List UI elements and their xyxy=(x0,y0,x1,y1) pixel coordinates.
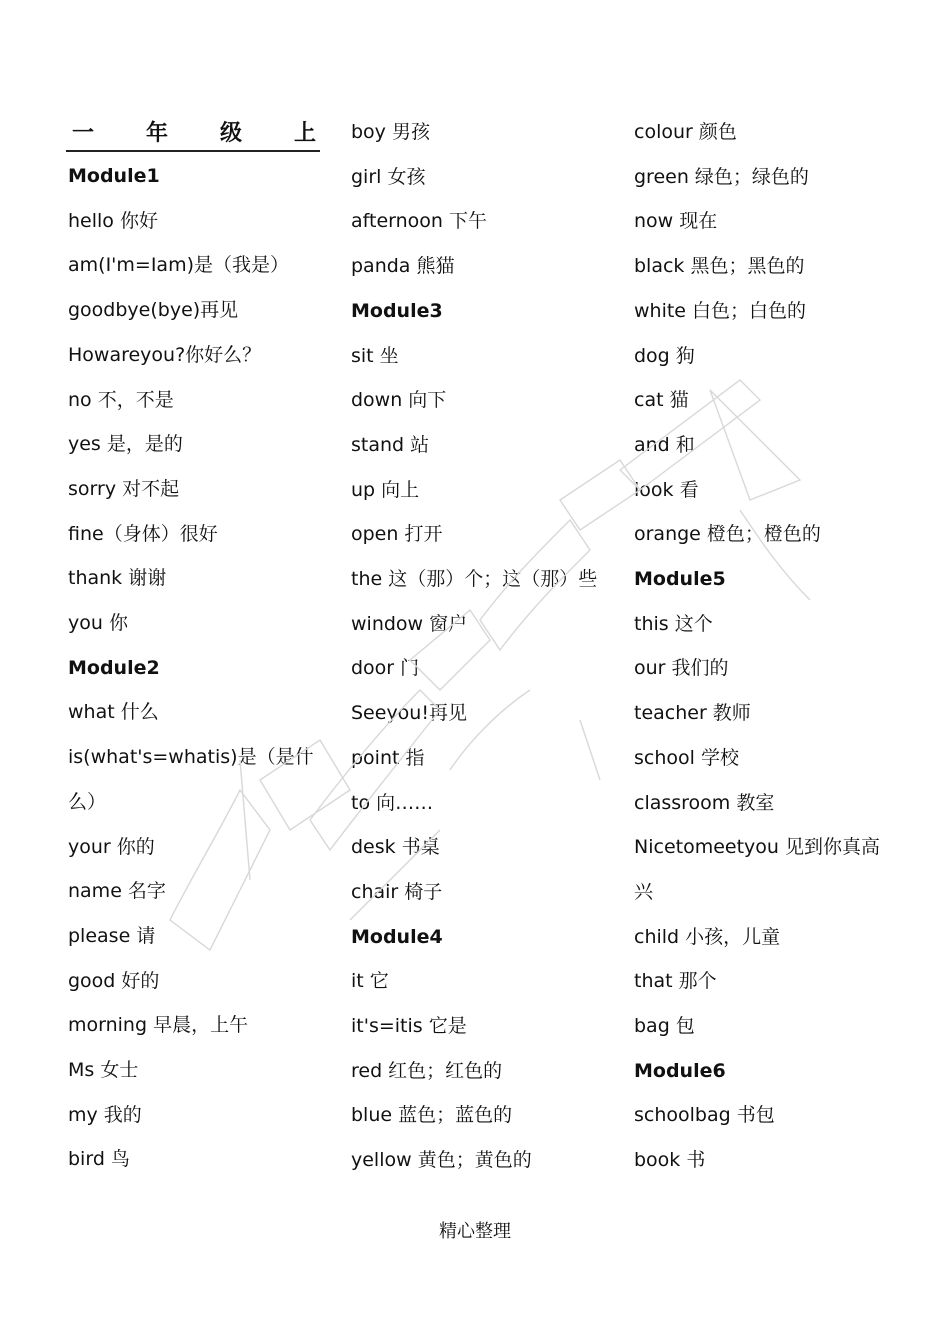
module-heading: Module5 xyxy=(634,568,726,590)
vocab-entry: point 指 xyxy=(351,746,425,769)
vocab-entry: book 书 xyxy=(634,1149,706,1172)
module-heading: Module4 xyxy=(351,925,443,948)
vocab-entry: 兴 xyxy=(634,880,654,903)
vocab-entry: Seeyou!再见 xyxy=(351,702,467,725)
module-heading: Module6 xyxy=(634,1059,726,1082)
vocab-entry: to 向…… xyxy=(351,791,434,814)
vocab-entry: teacher 教师 xyxy=(634,702,751,725)
vocab-entry: red 红色；红色的 xyxy=(351,1059,503,1082)
module-heading: Module1 xyxy=(68,165,160,187)
vocab-entry: thank 谢谢 xyxy=(68,567,167,590)
vocab-entry: stand 站 xyxy=(351,433,430,456)
vocab-entry: sit 坐 xyxy=(351,344,399,367)
vocab-entry: good 好的 xyxy=(68,969,160,992)
vocab-entry: panda 熊猫 xyxy=(351,255,455,278)
vocab-entry: door 门 xyxy=(351,657,420,680)
vocab-entry: fine（身体）很好 xyxy=(68,522,218,545)
vocab-entry: Howareyou?你好么？ xyxy=(68,343,262,366)
vocab-entry: colour 颜色 xyxy=(634,121,737,143)
vocab-entry: up 向上 xyxy=(351,478,420,501)
vocab-entry: our 我们的 xyxy=(634,657,729,680)
vocab-entry: bird 鸟 xyxy=(68,1148,130,1171)
vocab-entry: that 那个 xyxy=(634,970,717,993)
module-heading: Module2 xyxy=(68,656,160,679)
vocab-entry: open 打开 xyxy=(351,523,443,546)
vocab-entry: 么） xyxy=(68,790,107,813)
vocab-entry: blue 蓝色；蓝色的 xyxy=(351,1104,513,1127)
vocab-entry: dog 狗 xyxy=(634,344,695,367)
vocab-entry: am(I'm=Iam)是（我是） xyxy=(68,254,289,277)
vocab-entry: classroom 教室 xyxy=(634,791,775,814)
vocab-entry: desk 书桌 xyxy=(351,836,440,859)
vocab-entry: the 这（那）个；这（那）些 xyxy=(351,568,598,590)
vocab-entry: schoolbag 书包 xyxy=(634,1104,775,1127)
vocab-entry: boy 男孩 xyxy=(351,121,430,143)
vocab-entry: now 现在 xyxy=(634,210,718,233)
vocab-entry: yes 是，是的 xyxy=(68,433,183,456)
vocab-entry: Ms 女士 xyxy=(68,1059,139,1081)
page-footer: 精心整理 xyxy=(439,1221,511,1242)
vocab-entry: goodbye(bye)再见 xyxy=(68,299,239,322)
module-heading: Module3 xyxy=(351,299,443,322)
vocab-entry: bag 包 xyxy=(634,1015,695,1037)
vocab-entry: please 请 xyxy=(68,924,156,947)
vocab-entry: yellow 黄色；黄色的 xyxy=(351,1149,532,1172)
vocab-entry: morning 早晨，上午 xyxy=(68,1014,249,1037)
title-char: 年 xyxy=(145,120,168,146)
vocab-entry: my 我的 xyxy=(68,1103,142,1126)
vocab-entry: orange 橙色；橙色的 xyxy=(634,523,821,546)
vocab-entry: afternoon 下午 xyxy=(351,210,487,233)
vocab-entry: your 你的 xyxy=(68,835,155,858)
vocab-entry: sorry 对不起 xyxy=(68,477,180,500)
vocab-entry: it 它 xyxy=(351,970,389,993)
vocab-entry: girl 女孩 xyxy=(351,165,426,188)
vocab-entry: this 这个 xyxy=(634,612,713,635)
title-char: 上 xyxy=(293,120,316,146)
vocab-entry: school 学校 xyxy=(634,746,739,769)
vocab-entry: white 白色；白色的 xyxy=(634,299,807,322)
vocab-entry: chair 椅子 xyxy=(351,880,443,903)
title-char: 级 xyxy=(219,120,242,146)
vocab-entry: look 看 xyxy=(634,478,699,501)
vocab-entry: green 绿色；绿色的 xyxy=(634,165,809,188)
vocab-entry: black 黑色；黑色的 xyxy=(634,255,805,278)
title-char: 一 xyxy=(72,120,95,146)
vocab-entry: you 你 xyxy=(68,612,128,634)
vocab-entry: Nicetomeetyou 见到你真高 xyxy=(634,836,880,859)
vocab-entry: hello 你好 xyxy=(68,209,158,232)
grade-title xyxy=(66,112,320,152)
vocab-entry: what 什么 xyxy=(68,701,159,724)
vocab-entry: window 窗户 xyxy=(351,612,468,635)
vocab-entry: cat 猫 xyxy=(634,389,689,412)
vocab-entry: no 不，不是 xyxy=(68,388,174,411)
vocab-entry: child 小孩，儿童 xyxy=(634,925,781,948)
vocab-entry: down 向下 xyxy=(351,389,447,412)
vocab-entry: name 名字 xyxy=(68,880,166,903)
vocab-entry: it's=itis 它是 xyxy=(351,1015,467,1037)
vocab-entry: and 和 xyxy=(634,433,695,456)
vocab-entry: is(what's=whatis)是（是什 xyxy=(68,746,314,769)
